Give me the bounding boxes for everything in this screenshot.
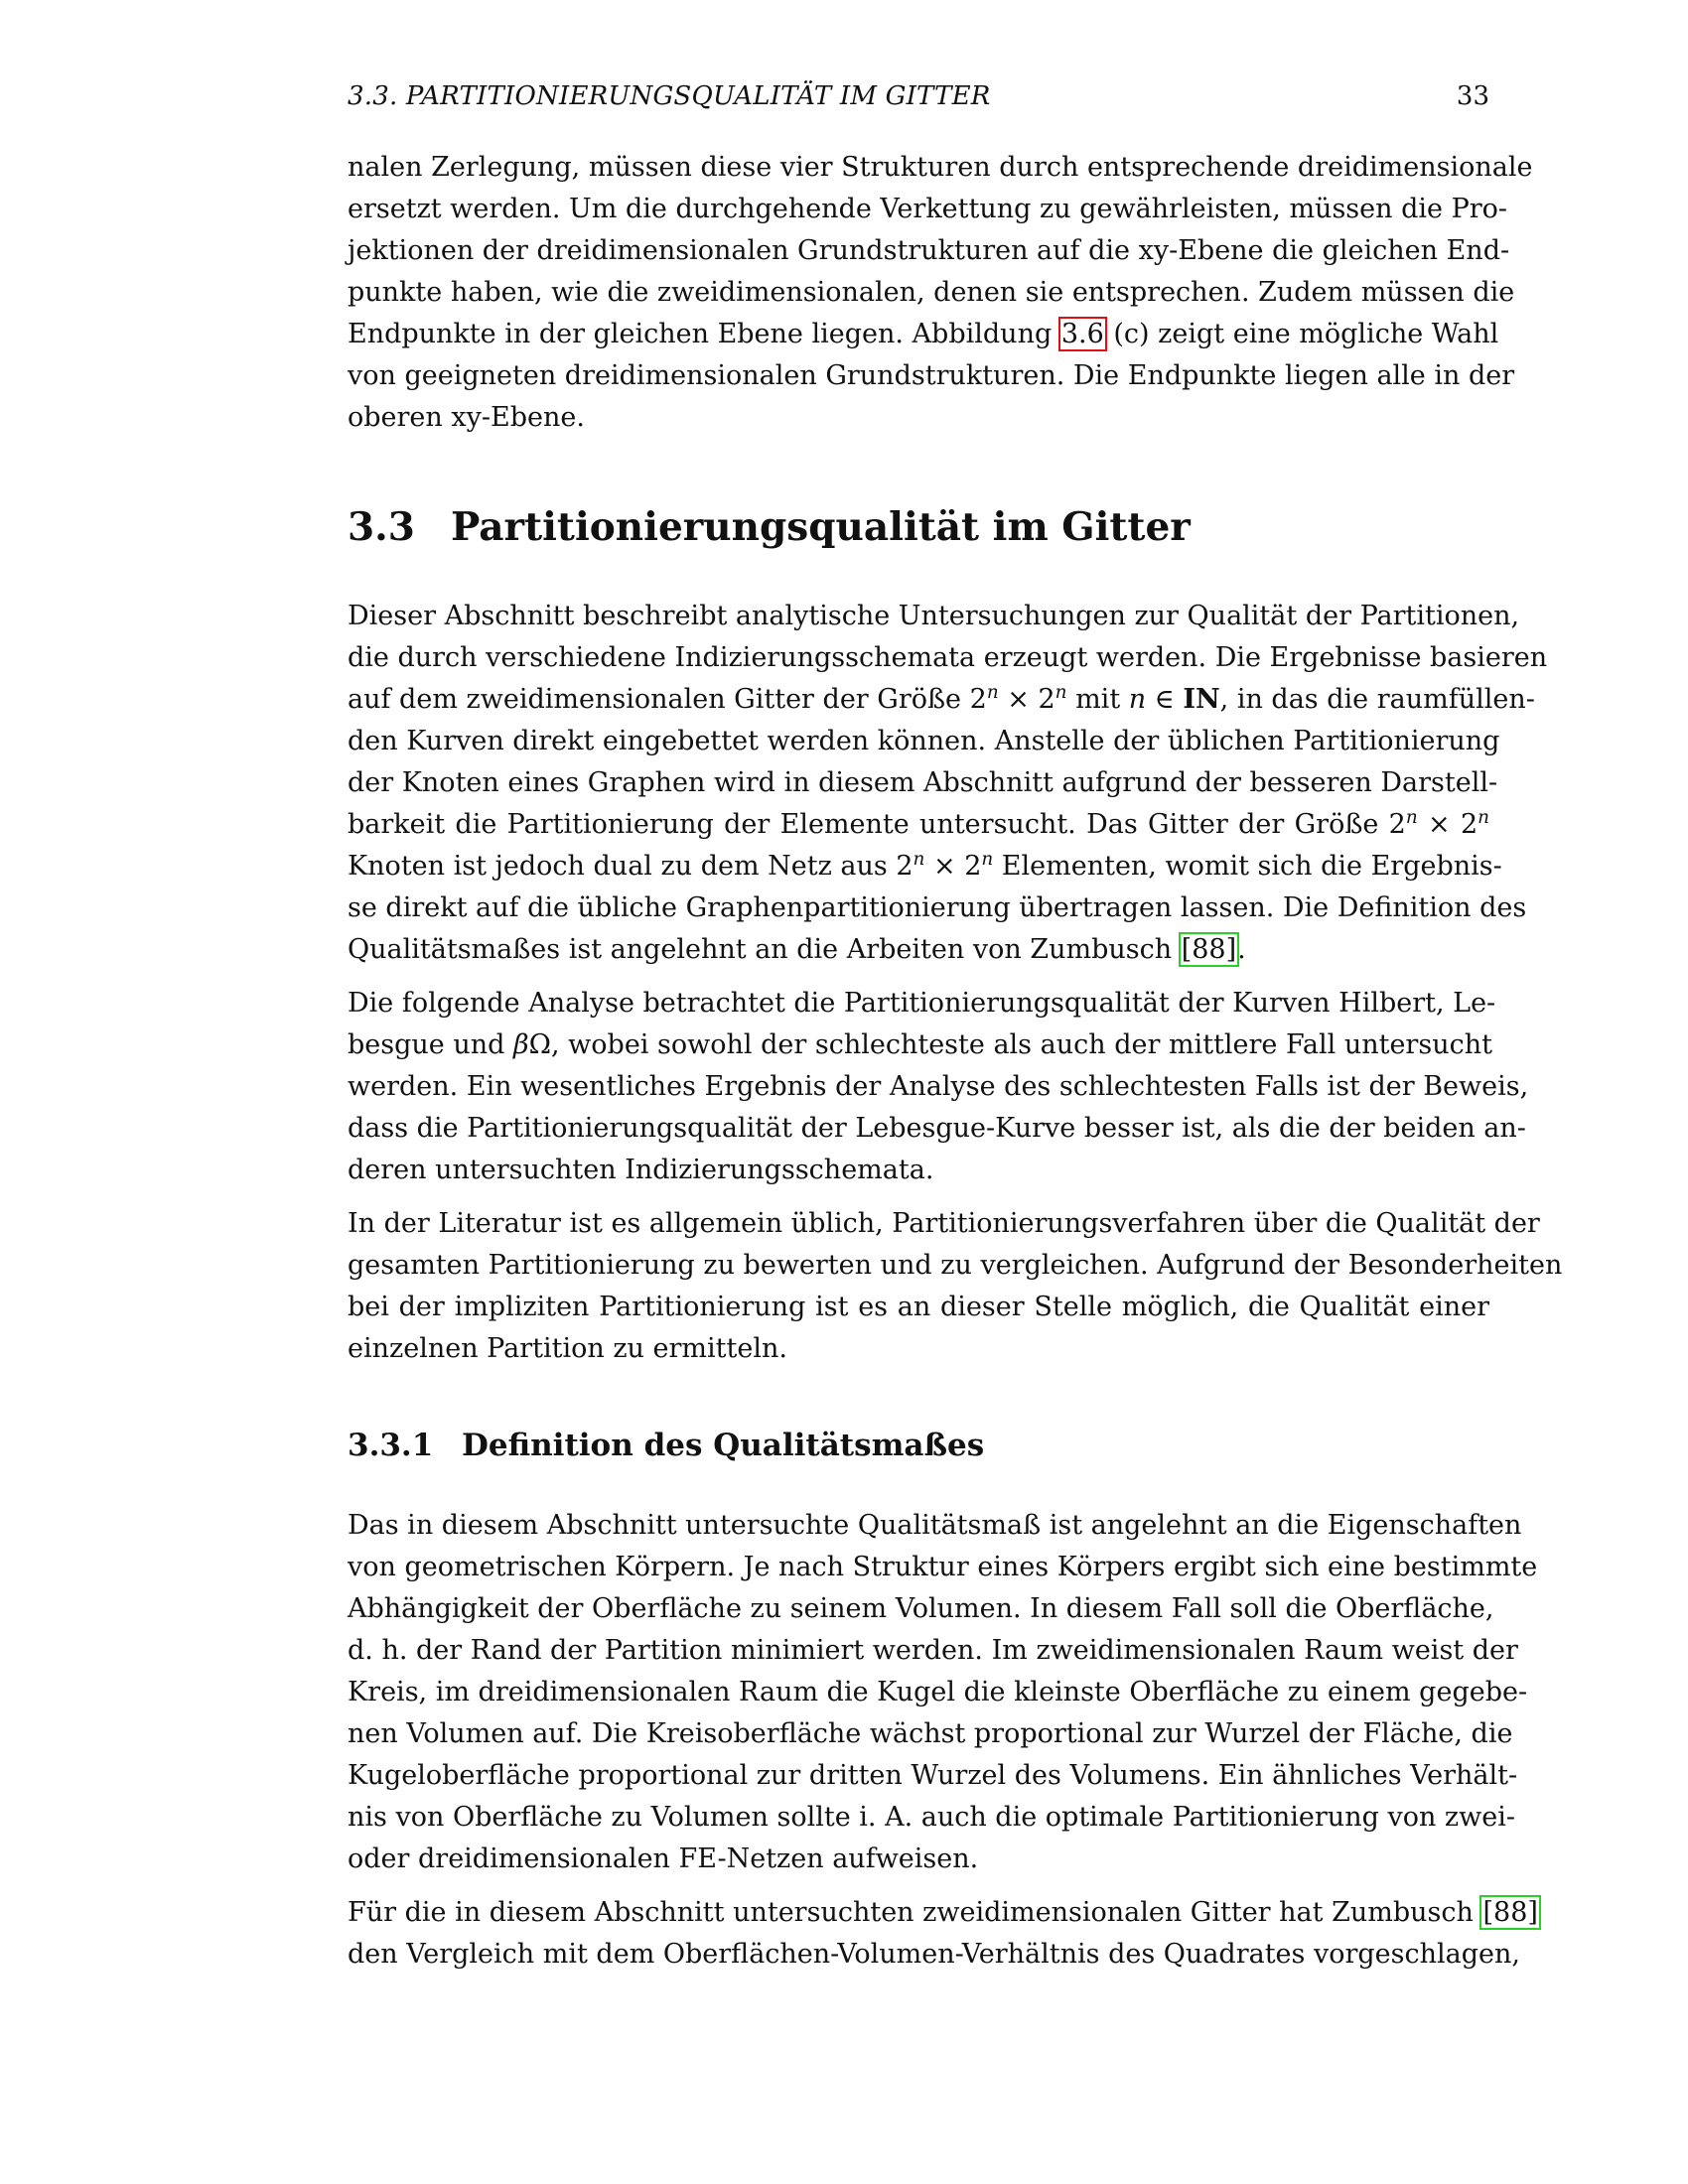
running-header	[348, 79, 1489, 113]
text-line: jektionen der dreidimensionalen Grundstrukturen auf die xy-Ebene die gleichen End-	[348, 235, 1510, 266]
text-line: nis von Oberfläche zu Volumen sollte i. A. auch die optimale Partitionierung von zwei-	[348, 1802, 1516, 1833]
section-number: 3.3	[348, 504, 415, 550]
text-segment: mit	[1075, 684, 1121, 715]
text-segment: Qualitätsmaßes ist angelehnt an die Arbeiten von Zumbusch	[348, 934, 1173, 965]
subsection-number: 3.3.1	[348, 1428, 434, 1463]
math-beta-omega: βΩ	[513, 1029, 552, 1060]
document-page	[348, 79, 1563, 1987]
paragraph-literature	[348, 1203, 1563, 1370]
text-line	[348, 1024, 1492, 1066]
text-line: nen Volumen auf. Die Kreisoberfläche wächst proportional zur Wurzel der Fläche, die	[348, 1718, 1513, 1749]
citation-link[interactable]: [88]	[1482, 1897, 1538, 1928]
paragraph-zumbusch	[348, 1892, 1538, 1976]
text-line: den Kurven direkt eingebettet werden können. Anstelle der üblichen Partitionierung	[348, 726, 1500, 756]
math-grid-size: 2$^n$ × 2$^n$	[1388, 806, 1489, 840]
text-line: einzelnen Partition zu ermitteln.	[348, 1333, 787, 1364]
math-grid-size: 2$^n$ × 2$^n$	[969, 681, 1067, 715]
text-segment: besgue und	[348, 1029, 505, 1060]
text-segment: (c) zeigt eine mögliche Wahl	[1113, 319, 1499, 349]
text-line	[348, 804, 1489, 846]
text-line	[348, 846, 1502, 887]
text-line: die durch verschiedene Indizierungsschemata erzeugt werden. Die Ergebnisse basieren	[348, 642, 1548, 673]
text-line	[348, 1892, 1538, 1934]
text-line: oberen xy-Ebene.	[348, 402, 585, 433]
math-grid-size: 2$^n$ × 2$^n$	[896, 848, 994, 882]
paragraph-analysis	[348, 983, 1529, 1191]
text-line: nalen Zerlegung, müssen diese vier Strukturen durch entsprechende dreidimensionale	[348, 152, 1533, 183]
text-line: von geometrischen Körpern. Je nach Struktur eines Körpers ergibt sich eine bestimmte	[348, 1552, 1538, 1582]
section-heading	[348, 504, 1489, 550]
figure-reference-link[interactable]: 3.6	[1060, 319, 1104, 349]
text-line: Abhängigkeit der Oberfläche zu seinem Volumen. In diesem Fall soll die Oberfläche,	[348, 1593, 1494, 1624]
text-line: se direkt auf die übliche Graphenpartitionierung übertragen lassen. Die Definition des	[348, 892, 1527, 923]
text-segment: .	[1237, 934, 1246, 965]
paragraph-definition	[348, 1505, 1538, 1880]
math-n-in-naturals: n ∈ IN	[1128, 684, 1220, 715]
text-line: ersetzt werden. Um die durchgehende Verkettung zu gewährleisten, müssen die Pro-	[348, 194, 1508, 224]
text-line: bei der impliziten Partitionierung ist es an dieser Stelle möglich, die Qualität einer	[348, 1292, 1489, 1322]
text-line: von geeigneten dreidimensionalen Grundstrukturen. Die Endpunkte liegen alle in der	[348, 360, 1515, 391]
text-line: d. h. der Rand der Partition minimiert werden. Im zweidimensionalen Raum weist der	[348, 1635, 1518, 1666]
text-line: In der Literatur ist es allgemein üblich, Partitionierungsverfahren über die Qualität der	[348, 1208, 1540, 1239]
text-line	[348, 929, 1489, 971]
paragraph-intro	[348, 596, 1548, 971]
text-segment: , in das die raumfüllen-	[1219, 684, 1535, 715]
text-line: gesamten Partitionierung zu bewerten und zu vergleichen. Aufgrund der Besonderheiten	[348, 1250, 1563, 1281]
text-segment: Elementen, womit sich die Ergebnis-	[1001, 851, 1502, 882]
text-line: Dieser Abschnitt beschreibt analytische Untersuchungen zur Qualität der Partitionen,	[348, 601, 1520, 631]
text-line: Kugeloberfläche proportional zur dritten Wurzel des Volumens. Ein ähnliches Verhält-	[348, 1760, 1518, 1791]
section-title: Partitionierungsqualität im Gitter	[451, 504, 1191, 550]
text-line: oder dreidimensionalen FE-Netzen aufweisen.	[348, 1843, 979, 1874]
text-line: Kreis, im dreidimensionalen Raum die Kugel die kleinste Oberfläche zu einem gegebe-	[348, 1677, 1528, 1707]
text-line: werden. Ein wesentliches Ergebnis der Analyse des schlechtesten Falls ist der Beweis,	[348, 1071, 1529, 1102]
text-line: Das in diesem Abschnitt untersuchte Qualitätsmaß ist angelehnt an die Eigenschaften	[348, 1510, 1522, 1541]
text-line: dass die Partitionierungsqualität der Lebesgue-Kurve besser ist, als die der beiden an-	[348, 1113, 1526, 1144]
text-line: deren untersuchten Indizierungsschemata.	[348, 1155, 934, 1185]
subsection-title: Definition des Qualitätsmaßes	[462, 1428, 985, 1463]
text-line: punkte haben, wie die zweidimensionalen, denen sie entsprechen. Zudem müssen die	[348, 277, 1515, 308]
text-line	[348, 314, 1499, 355]
text-segment: Endpunkte in der gleichen Ebene liegen. Abbildung	[348, 319, 1053, 349]
text-line	[348, 679, 1535, 721]
running-header-title: 3.3. PARTITIONIERUNGSQUALITÄT IM GITTER	[348, 81, 991, 111]
text-line: der Knoten eines Graphen wird in diesem Abschnitt aufgrund der besseren Darstell-	[348, 767, 1498, 798]
text-line: Die folgende Analyse betrachtet die Partitionierungsqualität der Kurven Hilbert, Le-	[348, 988, 1496, 1019]
page-number: 33	[1456, 81, 1489, 111]
text-segment: barkeit die Partitionierung der Elemente untersucht. Das Gitter der Größe	[348, 809, 1379, 840]
text-segment: Für die in diesem Abschnitt untersuchten zweidimensionalen Gitter hat Zumbusch	[348, 1897, 1474, 1928]
citation-link[interactable]: [88]	[1181, 934, 1237, 965]
text-segment: , wobei sowohl der schlechteste als auch der mittlere Fall untersucht	[551, 1029, 1492, 1060]
text-line: den Vergleich mit dem Oberflächen-Volumen-Verhältnis des Quadrates vorgeschlagen,	[348, 1939, 1520, 1970]
subsection-heading	[348, 1426, 1489, 1465]
text-segment: Knoten ist jedoch dual zu dem Netz aus	[348, 851, 888, 882]
text-segment: auf dem zweidimensionalen Gitter der Größe	[348, 684, 962, 715]
paragraph-continuation	[348, 147, 1533, 439]
